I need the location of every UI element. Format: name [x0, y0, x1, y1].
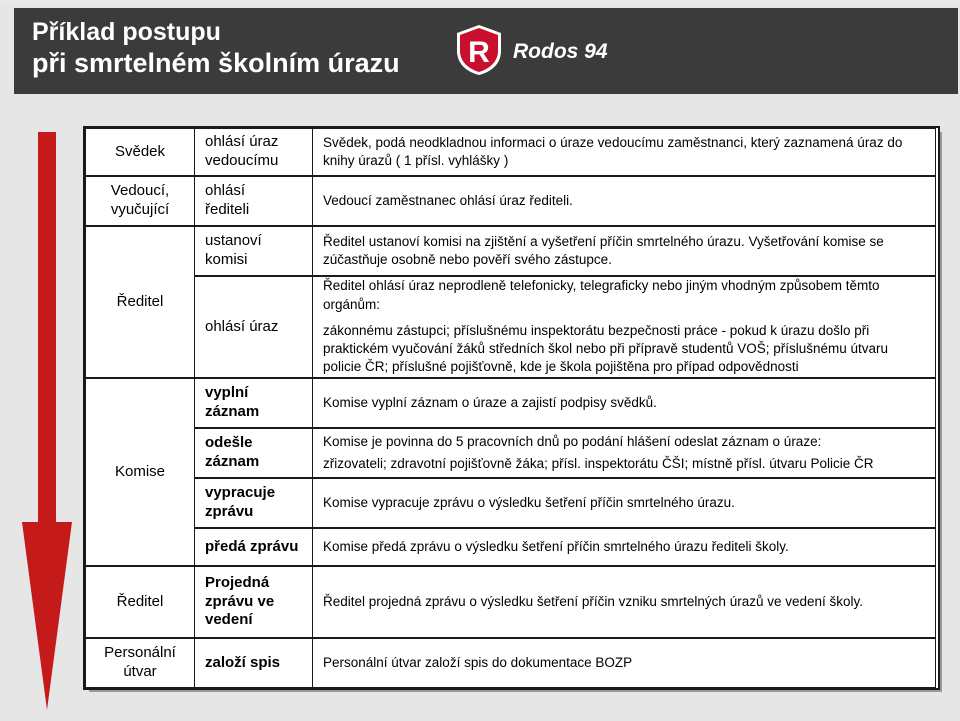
description-cell [312, 176, 936, 226]
action-label: ohlásí úraz [205, 317, 279, 335]
action-label: předá zprávu [205, 537, 299, 555]
description-cell [312, 378, 936, 428]
action-cell [194, 428, 313, 478]
description-text: Komise předá zprávu o výsledku šetření příčin smrtelného úrazu řediteli školy. [323, 538, 789, 554]
role-cell-vedouci [85, 176, 195, 226]
action-cell [194, 128, 313, 176]
description-text: Svědek, podá neodkladnou informaci o úraze vedoucímu zaměstnanci, který zaznamená úraz do knihy úrazů ( 1 přísl. vyhlášky ) [323, 134, 903, 168]
page-title-line2: při smrtelném školním úrazu [32, 48, 400, 78]
role-label: Personální útvar [104, 644, 176, 680]
role-cell-personalni [85, 638, 195, 688]
action-label: odešle záznam [205, 434, 260, 470]
action-cell [194, 528, 313, 566]
description-text: Ředitel projedná zprávu o výsledku šetření příčin vzniku smrtelných úrazů ve vedení školy. [323, 593, 864, 609]
role-label: Ředitel [116, 592, 164, 610]
action-cell [194, 566, 313, 638]
role-cell-komise [85, 378, 195, 566]
role-cell-reditel [85, 226, 195, 378]
description-text: Ředitel ustanoví komisi na zjištění a vyšetření příčin smrtelného úrazu. Vyšetřování komise se zúčastňuje osobně nebo pověří svého zástupce. [323, 233, 884, 267]
action-cell [194, 478, 313, 528]
description-cell [312, 566, 936, 638]
description-cell [312, 478, 936, 528]
action-cell [194, 638, 313, 688]
action-cell [194, 226, 313, 276]
action-cell [194, 276, 313, 378]
description-text: Komise vypracuje zprávu o výsledku šetření příčin smrtelného úrazu. [323, 494, 735, 510]
logo-letter: R [468, 36, 490, 69]
description-text: Ředitel ohlásí úraz neprodleně telefonicky, telegraficky nebo jiným vhodným způsobem těmto orgánům: [323, 278, 880, 312]
description-text: zákonnému zástupci; příslušnému inspektorátu bezpečnosti práce - pokud k úrazu došlo při praktickém vyučování žáků středních škol nebo při přípravě studentů VOŠ; příslušnému útvaru policie ČR; příslušné pojišťovně, kde je škola pojištěna pro případ odpovědnosti [323, 322, 889, 375]
action-label: založí spis [205, 653, 281, 671]
role-cell-reditel-2 [85, 566, 195, 638]
logo-text: Rodos 94 [513, 40, 608, 63]
down-arrow-icon [18, 132, 76, 712]
description-cell [312, 128, 936, 176]
action-label: ohlásí řediteli [205, 182, 250, 218]
action-label: Projedná zprávu ve vedení [205, 573, 275, 629]
action-cell [194, 176, 313, 226]
description-text: Vedoucí zaměstnanec ohlásí úraz řediteli. [323, 192, 573, 208]
action-label: ohlásí úraz vedoucímu [205, 133, 279, 169]
role-label: Vedoucí, vyučující [110, 182, 170, 218]
role-label: Svědek [114, 142, 166, 160]
role-label: Ředitel [116, 292, 164, 310]
role-label: Komise [114, 462, 166, 480]
description-text: zřizovateli; zdravotní pojišťovně žáka; přísl. inspektorátu ČŠI; místně přísl. útvaru Policie ČR [323, 455, 874, 471]
description-cell [312, 428, 936, 478]
action-label: ustanoví komisi [205, 232, 262, 268]
rodos-logo-icon [455, 24, 503, 76]
description-cell [312, 226, 936, 276]
action-cell [194, 378, 313, 428]
action-label: vypracuje zprávu [205, 484, 276, 520]
action-label: vyplní záznam [205, 384, 260, 420]
description-text: Komise je povinna do 5 pracovních dnů po podání hlášení odeslat záznam o úraze: [323, 434, 822, 450]
description-cell [312, 638, 936, 688]
description-text: Personální útvar založí spis do dokumentace BOZP [323, 654, 633, 670]
page-title-line1: Příklad postupu [32, 18, 221, 46]
header [0, 0, 960, 98]
description-text: Komise vyplní záznam o úraze a zajistí podpisy svědků. [323, 394, 657, 410]
description-cell [312, 528, 936, 566]
role-cell-svedek [85, 128, 195, 176]
description-cell [312, 276, 936, 378]
